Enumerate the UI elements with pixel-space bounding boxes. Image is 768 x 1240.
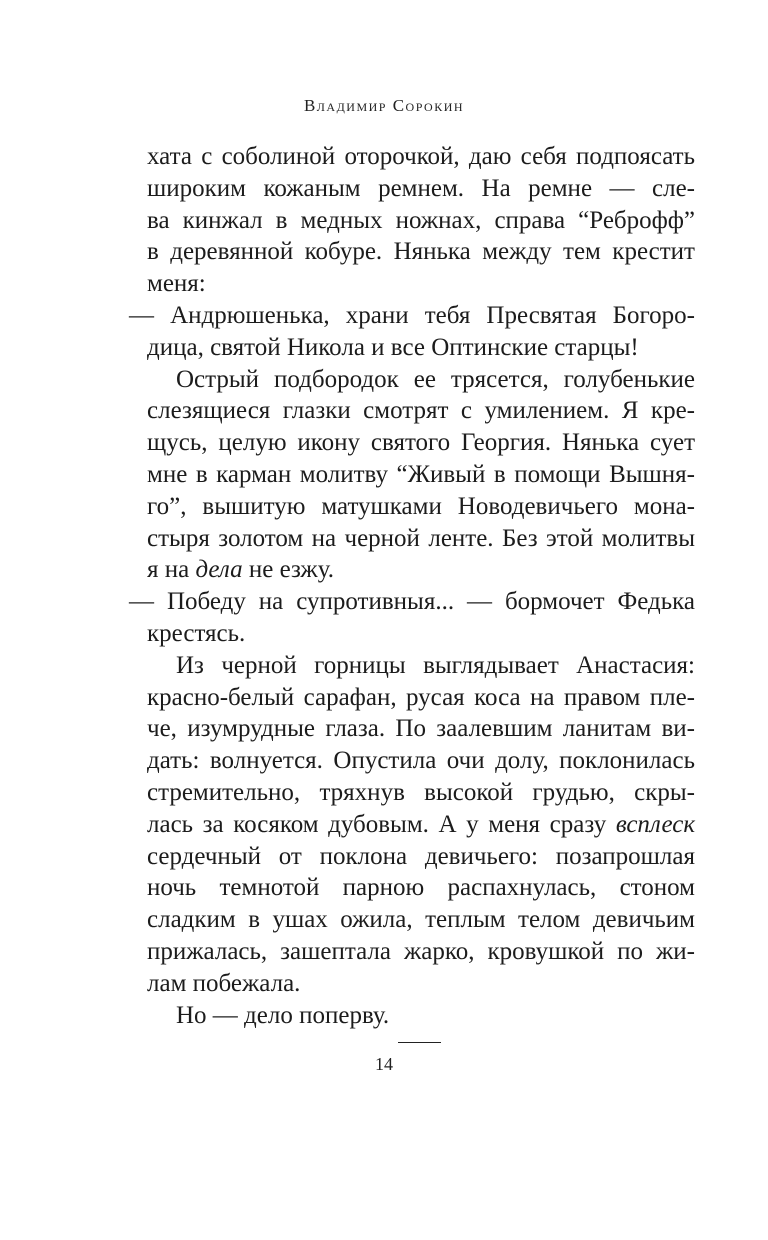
text-line: меня:: [147, 270, 206, 298]
text-line: че, изумрудные глаза. По заалевшим ланитам ви-: [147, 715, 695, 743]
text-line: стремительно, тряхнув высокой грудью, скры-: [147, 778, 695, 806]
italic-word: всплеск: [615, 810, 696, 838]
text-line: стыря золотом на черной ленте. Без этой молитвы: [147, 524, 695, 552]
text-line: щусь, целую икону святого Георгия. Нянька сует: [147, 429, 695, 457]
page-number: 14: [375, 1054, 393, 1074]
text-line: дать: волнуется. Опустила очи долу, поклонилась: [147, 747, 695, 775]
text-line: сердечный от поклона девичьего: позапрошлая: [147, 842, 695, 870]
text-line: прижалась, зашептала жарко, кровушкой по жи-: [147, 937, 695, 965]
italic-word: дела: [195, 556, 243, 584]
text-fragment: лась за косяком дубовым. А у меня сразу: [147, 810, 607, 838]
footer-rule: [398, 1042, 441, 1043]
running-head: Владимир Сорокин: [303, 96, 465, 115]
text-line: крестясь.: [147, 619, 246, 647]
text-line: го”, вышитую матушками Новодевичьего мона-: [147, 492, 695, 520]
text-line: [147, 554, 695, 586]
text-line: ночь темнотой парною распахнулась, стоном: [147, 874, 695, 902]
text-line: красно-белый сарафан, русая коса на правом пле-: [147, 683, 695, 711]
text-line: лам побежала.: [147, 969, 301, 997]
text-line: — Андрюшенька, храни тебя Пресвятая Богоро-: [129, 301, 695, 329]
text-line: — Победу на супротивныя... — бормочет Федька: [129, 588, 695, 616]
text-line: Острый подбородок ее трясется, голубенькие: [176, 365, 695, 393]
text-line: [147, 809, 695, 841]
text-line: сладким в ушах ожила, теплым телом девичьим: [147, 906, 695, 934]
text-line: Из черной горницы выглядывает Анастасия:: [176, 651, 695, 679]
text-line: ва кинжал в медных ножнах, справа “Реброфф”: [147, 206, 695, 234]
body-text: [129, 141, 696, 1031]
text-line: мне в карман молитву “Живый в помощи Вышня-: [147, 460, 695, 488]
text-line: широким кожаным ремнем. На ремне — сле-: [147, 174, 695, 202]
text-line: Но — дело поперву.: [176, 1001, 390, 1029]
text-fragment: я на: [147, 556, 190, 584]
text-line: хата с соболиной оторочкой, даю себя подпоясать: [147, 143, 695, 170]
text-fragment: не езжу.: [248, 556, 334, 584]
text-line: дица, святой Никола и все Оптинские старцы!: [147, 333, 639, 361]
text-line: слезящиеся глазки смотрят с умилением. Я кре-: [147, 397, 695, 425]
text-line: в деревянной кобуре. Нянька между тем крестит: [147, 238, 695, 266]
